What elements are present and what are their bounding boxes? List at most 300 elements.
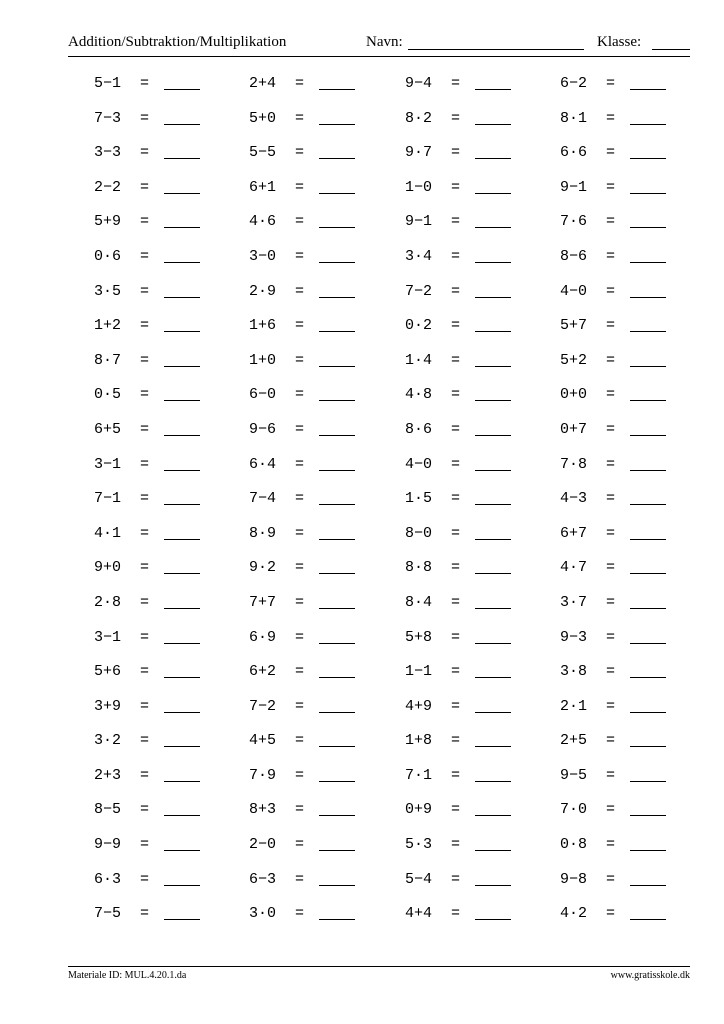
problem-expression: 1·4: [405, 351, 433, 369]
equals-sign: =: [606, 836, 616, 854]
equals-sign: =: [295, 905, 305, 923]
equals-sign: =: [295, 628, 305, 646]
answer-blank[interactable]: [475, 297, 511, 298]
website-credit: www.gratisskole.dk: [610, 970, 690, 981]
math-problem: [405, 110, 545, 145]
problem-expression: 7−1: [94, 490, 122, 508]
problem-expression: 7−2: [405, 282, 433, 300]
answer-blank[interactable]: [164, 573, 200, 574]
equals-sign: =: [140, 317, 150, 335]
equals-sign: =: [451, 109, 461, 127]
equals-sign: =: [606, 109, 616, 127]
answer-blank[interactable]: [630, 712, 666, 713]
math-problem: [94, 767, 234, 802]
math-problem: [560, 248, 700, 283]
answer-blank[interactable]: [164, 919, 200, 920]
math-problem: [405, 629, 545, 664]
answer-blank[interactable]: [630, 504, 666, 505]
problem-expression: 9+0: [94, 559, 122, 577]
math-problem: [405, 213, 545, 248]
math-problem: [249, 905, 389, 940]
math-problem: [94, 490, 234, 525]
problem-expression: 6+2: [249, 663, 277, 681]
math-problem: [560, 456, 700, 491]
math-problem: [405, 179, 545, 214]
math-problem: [560, 663, 700, 698]
equals-sign: =: [295, 663, 305, 681]
answer-blank[interactable]: [630, 400, 666, 401]
answer-blank[interactable]: [475, 815, 511, 816]
problem-expression: 5−1: [94, 75, 122, 92]
problem-expression: 3·7: [560, 593, 588, 611]
equals-sign: =: [451, 836, 461, 854]
math-problem: [249, 75, 389, 110]
answer-blank[interactable]: [630, 435, 666, 436]
answer-blank[interactable]: [319, 262, 355, 263]
answer-blank[interactable]: [319, 850, 355, 851]
equals-sign: =: [606, 628, 616, 646]
answer-blank[interactable]: [475, 850, 511, 851]
equals-sign: =: [606, 144, 616, 162]
answer-blank[interactable]: [164, 504, 200, 505]
answer-blank[interactable]: [475, 331, 511, 332]
answer-blank[interactable]: [630, 124, 666, 125]
problem-expression: 3·0: [249, 905, 277, 923]
answer-blank[interactable]: [164, 539, 200, 540]
equals-sign: =: [606, 593, 616, 611]
equals-sign: =: [606, 801, 616, 819]
answer-blank[interactable]: [164, 470, 200, 471]
equals-sign: =: [606, 386, 616, 404]
problem-column: [249, 75, 389, 940]
problem-expression: 5+7: [560, 317, 588, 335]
equals-sign: =: [451, 386, 461, 404]
math-problem: [560, 905, 700, 940]
math-problem: [560, 871, 700, 906]
answer-blank[interactable]: [319, 712, 355, 713]
answer-blank[interactable]: [630, 262, 666, 263]
equals-sign: =: [606, 420, 616, 438]
problem-expression: 7·9: [249, 766, 277, 784]
equals-sign: =: [606, 213, 616, 231]
equals-sign: =: [451, 559, 461, 577]
problem-expression: 8·2: [405, 109, 433, 127]
problem-expression: 4−3: [560, 490, 588, 508]
answer-blank[interactable]: [630, 919, 666, 920]
problem-expression: 5+2: [560, 351, 588, 369]
equals-sign: =: [606, 351, 616, 369]
problem-expression: 4·8: [405, 386, 433, 404]
equals-sign: =: [451, 490, 461, 508]
answer-blank[interactable]: [630, 366, 666, 367]
problem-expression: 0+0: [560, 386, 588, 404]
equals-sign: =: [606, 697, 616, 715]
answer-blank[interactable]: [319, 297, 355, 298]
problem-expression: 9−1: [405, 213, 433, 231]
answer-blank[interactable]: [475, 89, 511, 90]
answer-blank[interactable]: [164, 643, 200, 644]
math-problem: [94, 110, 234, 145]
problem-expression: 8·6: [405, 420, 433, 438]
math-problem: [94, 456, 234, 491]
math-problem: [94, 629, 234, 664]
equals-sign: =: [606, 317, 616, 335]
math-problem: [405, 732, 545, 767]
answer-blank[interactable]: [475, 919, 511, 920]
equals-sign: =: [606, 490, 616, 508]
equals-sign: =: [140, 559, 150, 577]
math-problem: [405, 767, 545, 802]
math-problem: [94, 801, 234, 836]
problem-expression: 4·2: [560, 905, 588, 923]
equals-sign: =: [140, 455, 150, 473]
equals-sign: =: [295, 836, 305, 854]
answer-blank[interactable]: [319, 573, 355, 574]
answer-blank[interactable]: [164, 815, 200, 816]
equals-sign: =: [295, 351, 305, 369]
answer-blank[interactable]: [319, 919, 355, 920]
answer-blank[interactable]: [164, 193, 200, 194]
math-problem: [405, 559, 545, 594]
math-problem: [94, 663, 234, 698]
equals-sign: =: [295, 178, 305, 196]
problem-expression: 2+3: [94, 766, 122, 784]
equals-sign: =: [295, 732, 305, 750]
answer-blank[interactable]: [475, 573, 511, 574]
answer-blank[interactable]: [475, 539, 511, 540]
problem-expression: 6−2: [560, 75, 588, 92]
answer-blank[interactable]: [164, 746, 200, 747]
problem-expression: 8·4: [405, 593, 433, 611]
answer-blank[interactable]: [475, 608, 511, 609]
equals-sign: =: [295, 144, 305, 162]
answer-blank[interactable]: [630, 815, 666, 816]
math-problem: [94, 836, 234, 871]
equals-sign: =: [451, 455, 461, 473]
problem-expression: 8·8: [405, 559, 433, 577]
equals-sign: =: [295, 386, 305, 404]
answer-blank[interactable]: [319, 781, 355, 782]
answer-blank[interactable]: [164, 781, 200, 782]
math-problem: [405, 75, 545, 110]
problem-expression: 4·7: [560, 559, 588, 577]
answer-blank[interactable]: [319, 89, 355, 90]
equals-sign: =: [295, 559, 305, 577]
answer-blank[interactable]: [475, 435, 511, 436]
math-problem: [560, 352, 700, 387]
math-problem: [94, 144, 234, 179]
answer-blank[interactable]: [164, 262, 200, 263]
equals-sign: =: [295, 801, 305, 819]
answer-blank[interactable]: [319, 539, 355, 540]
math-problem: [249, 871, 389, 906]
answer-blank[interactable]: [630, 539, 666, 540]
answer-blank[interactable]: [475, 746, 511, 747]
equals-sign: =: [606, 178, 616, 196]
math-problem: [249, 386, 389, 421]
problem-expression: 7·8: [560, 455, 588, 473]
math-problem: [249, 110, 389, 145]
math-problem: [560, 698, 700, 733]
math-problem: [249, 213, 389, 248]
problem-expression: 5−5: [249, 144, 277, 162]
problem-expression: 5+6: [94, 663, 122, 681]
answer-blank[interactable]: [164, 227, 200, 228]
answer-blank[interactable]: [319, 677, 355, 678]
problem-expression: 7·0: [560, 801, 588, 819]
problem-expression: 9−5: [560, 766, 588, 784]
answer-blank[interactable]: [475, 400, 511, 401]
equals-sign: =: [140, 144, 150, 162]
answer-blank[interactable]: [630, 470, 666, 471]
equals-sign: =: [295, 317, 305, 335]
answer-blank[interactable]: [475, 227, 511, 228]
equals-sign: =: [140, 386, 150, 404]
problem-expression: 0·5: [94, 386, 122, 404]
equals-sign: =: [295, 524, 305, 542]
problem-expression: 4+5: [249, 732, 277, 750]
problem-expression: 6·4: [249, 455, 277, 473]
answer-blank[interactable]: [630, 885, 666, 886]
answer-blank[interactable]: [630, 643, 666, 644]
answer-blank[interactable]: [319, 124, 355, 125]
answer-blank[interactable]: [630, 746, 666, 747]
problem-expression: 2+5: [560, 732, 588, 750]
equals-sign: =: [140, 524, 150, 542]
answer-blank[interactable]: [475, 712, 511, 713]
problem-expression: 3−1: [94, 455, 122, 473]
problem-expression: 1−1: [405, 663, 433, 681]
equals-sign: =: [451, 663, 461, 681]
answer-blank[interactable]: [319, 815, 355, 816]
math-problem: [94, 352, 234, 387]
problem-expression: 5−4: [405, 870, 433, 888]
problem-expression: 4+9: [405, 697, 433, 715]
problem-expression: 6+1: [249, 178, 277, 196]
problem-expression: 6+5: [94, 420, 122, 438]
material-id: Materiale ID: MUL.4.20.1.da: [68, 970, 187, 981]
math-problem: [249, 248, 389, 283]
math-problem: [405, 283, 545, 318]
problem-expression: 9−3: [560, 628, 588, 646]
equals-sign: =: [451, 697, 461, 715]
answer-blank[interactable]: [630, 573, 666, 574]
equals-sign: =: [451, 870, 461, 888]
answer-blank[interactable]: [319, 400, 355, 401]
equals-sign: =: [606, 247, 616, 265]
equals-sign: =: [140, 801, 150, 819]
problem-expression: 2−2: [94, 178, 122, 196]
equals-sign: =: [140, 870, 150, 888]
answer-blank[interactable]: [475, 643, 511, 644]
answer-blank[interactable]: [164, 885, 200, 886]
answer-blank[interactable]: [319, 366, 355, 367]
answer-blank[interactable]: [319, 643, 355, 644]
equals-sign: =: [451, 351, 461, 369]
problem-expression: 4·6: [249, 213, 277, 231]
equals-sign: =: [140, 905, 150, 923]
math-problem: [560, 110, 700, 145]
equals-sign: =: [295, 766, 305, 784]
problem-expression: 1·5: [405, 490, 433, 508]
problem-expression: 8−6: [560, 247, 588, 265]
problem-expression: 3·8: [560, 663, 588, 681]
answer-blank[interactable]: [319, 193, 355, 194]
answer-blank[interactable]: [319, 885, 355, 886]
answer-blank[interactable]: [164, 331, 200, 332]
equals-sign: =: [140, 420, 150, 438]
answer-blank[interactable]: [319, 158, 355, 159]
equals-sign: =: [140, 351, 150, 369]
problem-expression: 7−5: [94, 905, 122, 923]
equals-sign: =: [606, 559, 616, 577]
problem-expression: 3−3: [94, 144, 122, 162]
answer-blank[interactable]: [164, 297, 200, 298]
answer-blank[interactable]: [475, 366, 511, 367]
answer-blank[interactable]: [630, 781, 666, 782]
equals-sign: =: [451, 766, 461, 784]
answer-blank[interactable]: [164, 158, 200, 159]
answer-blank[interactable]: [164, 89, 200, 90]
equals-sign: =: [451, 282, 461, 300]
math-problem: [560, 836, 700, 871]
problem-expression: 1+6: [249, 317, 277, 335]
answer-blank[interactable]: [319, 608, 355, 609]
problem-expression: 8−0: [405, 524, 433, 542]
math-problem: [249, 179, 389, 214]
answer-blank[interactable]: [630, 89, 666, 90]
answer-blank[interactable]: [630, 677, 666, 678]
problem-expression: 9·7: [405, 144, 433, 162]
answer-blank[interactable]: [319, 435, 355, 436]
equals-sign: =: [606, 870, 616, 888]
answer-blank[interactable]: [475, 470, 511, 471]
equals-sign: =: [140, 247, 150, 265]
answer-blank[interactable]: [319, 746, 355, 747]
answer-blank[interactable]: [475, 781, 511, 782]
math-problem: [94, 317, 234, 352]
math-problem: [249, 698, 389, 733]
answer-blank[interactable]: [319, 504, 355, 505]
problem-expression: 5+0: [249, 109, 277, 127]
math-problem: [405, 317, 545, 352]
problem-expression: 3·2: [94, 732, 122, 750]
problem-column: [405, 75, 545, 940]
math-problem: [405, 456, 545, 491]
problem-expression: 8−5: [94, 801, 122, 819]
problem-expression: 9−1: [560, 178, 588, 196]
math-problem: [405, 144, 545, 179]
problem-expression: 7−3: [94, 109, 122, 127]
math-problem: [94, 283, 234, 318]
math-problem: [560, 421, 700, 456]
answer-blank[interactable]: [475, 677, 511, 678]
equals-sign: =: [606, 455, 616, 473]
answer-blank[interactable]: [475, 124, 511, 125]
problem-expression: 9−8: [560, 870, 588, 888]
math-problem: [94, 594, 234, 629]
answer-blank[interactable]: [475, 885, 511, 886]
problem-expression: 0+9: [405, 801, 433, 819]
equals-sign: =: [451, 317, 461, 335]
answer-blank[interactable]: [319, 227, 355, 228]
equals-sign: =: [140, 178, 150, 196]
answer-blank[interactable]: [475, 158, 511, 159]
answer-blank[interactable]: [630, 158, 666, 159]
answer-blank[interactable]: [164, 608, 200, 609]
problem-expression: 3−1: [94, 628, 122, 646]
problem-expression: 6·6: [560, 144, 588, 162]
equals-sign: =: [140, 766, 150, 784]
answer-blank[interactable]: [630, 331, 666, 332]
answer-blank[interactable]: [319, 470, 355, 471]
problem-expression: 7−4: [249, 490, 277, 508]
math-problem: [249, 490, 389, 525]
equals-sign: =: [295, 870, 305, 888]
answer-blank[interactable]: [475, 504, 511, 505]
class-label: Klasse:: [597, 34, 642, 50]
math-problem: [405, 352, 545, 387]
answer-blank[interactable]: [164, 366, 200, 367]
answer-blank[interactable]: [630, 850, 666, 851]
equals-sign: =: [451, 628, 461, 646]
answer-blank[interactable]: [475, 193, 511, 194]
problem-expression: 3−0: [249, 247, 277, 265]
answer-blank[interactable]: [630, 193, 666, 194]
math-problem: [249, 421, 389, 456]
equals-sign: =: [451, 75, 461, 92]
math-problem: [249, 663, 389, 698]
math-problem: [94, 905, 234, 940]
math-problem: [560, 767, 700, 802]
answer-blank[interactable]: [164, 677, 200, 678]
math-problem: [560, 594, 700, 629]
answer-blank[interactable]: [319, 331, 355, 332]
problem-expression: 1+2: [94, 317, 122, 335]
answer-blank[interactable]: [164, 400, 200, 401]
answer-blank[interactable]: [164, 850, 200, 851]
equals-sign: =: [295, 282, 305, 300]
math-problem: [405, 698, 545, 733]
problem-expression: 4·1: [94, 524, 122, 542]
problem-expression: 5+9: [94, 213, 122, 231]
answer-blank[interactable]: [475, 262, 511, 263]
equals-sign: =: [140, 732, 150, 750]
equals-sign: =: [295, 490, 305, 508]
answer-blank[interactable]: [164, 712, 200, 713]
problem-expression: 9−6: [249, 420, 277, 438]
math-problem: [560, 629, 700, 664]
problem-expression: 1+8: [405, 732, 433, 750]
math-problem: [405, 248, 545, 283]
math-problem: [94, 179, 234, 214]
answer-blank[interactable]: [164, 435, 200, 436]
problem-expression: 7·6: [560, 213, 588, 231]
equals-sign: =: [451, 593, 461, 611]
problem-expression: 2·1: [560, 697, 588, 715]
math-problem: [94, 248, 234, 283]
equals-sign: =: [295, 593, 305, 611]
math-problem: [405, 525, 545, 560]
math-problem: [560, 283, 700, 318]
answer-blank[interactable]: [164, 124, 200, 125]
answer-blank[interactable]: [630, 608, 666, 609]
answer-blank[interactable]: [630, 297, 666, 298]
problem-expression: 0+7: [560, 420, 588, 438]
math-problem: [249, 525, 389, 560]
math-problem: [249, 732, 389, 767]
answer-blank[interactable]: [630, 227, 666, 228]
